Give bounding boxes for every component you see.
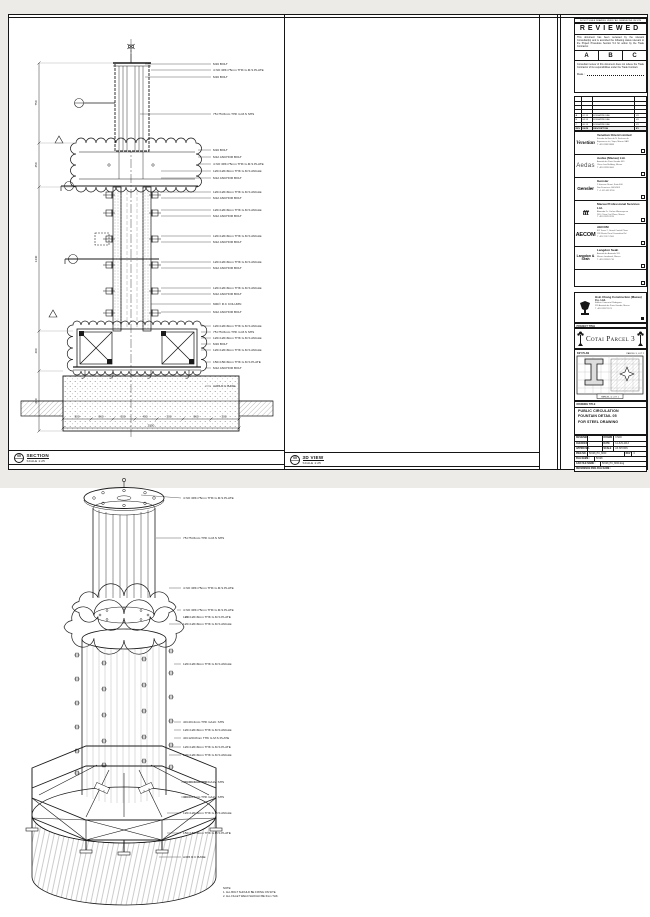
review-checkbox [641, 281, 645, 285]
rev-desc: FOR APPROVAL [593, 118, 636, 121]
company-address: 8/F Tower 2, Grand Central Plaza [597, 230, 628, 233]
leader-label: 120×120×8mm THK G.M.S ANGLE [183, 622, 232, 626]
drawing-title-line-2: FOUNTAIN DETAIL 05 [578, 414, 617, 419]
drawing-title-line-1: PUBLIC CIRCULATION [578, 409, 619, 414]
leader-label: 4 NO 345×75mm THK G.M.S PLATE [213, 162, 264, 166]
leader-label: 120×120×8mm THK G.M.S ANGLE [183, 811, 232, 815]
review-status-options [575, 50, 646, 61]
designed-value: - [588, 436, 603, 441]
reference-label: REFERENCE DWG FILE NAME : [576, 468, 611, 470]
leader-label: M12 ANCHOR BOLT [213, 366, 242, 370]
drawing-sheet [8, 14, 648, 898]
leader-label: M12 ANCHOR BOLT [213, 196, 242, 200]
leader-label: 120×120×8mm THK G.M.S ANGLE [183, 728, 232, 732]
company-address: Estrada da Baia de N. Senhora da [597, 138, 629, 141]
contractor-stamp-square [641, 317, 645, 321]
project-title-bar [574, 328, 647, 349]
leader-label: M12 ANCHOR BOLT [213, 214, 242, 218]
leader-label: 75×75×6mm THK G.M.S SHS [213, 330, 255, 334]
leader-label: 120×120×8mm THK G.M.S ANGLE [213, 324, 262, 328]
company-address: T +853 2878 2876 [597, 216, 614, 219]
rev-by: VO [635, 115, 640, 118]
rev-by: VO [635, 119, 640, 122]
revision-row-empty [575, 109, 646, 113]
company-address: Macau Landmark, Macau [597, 255, 621, 258]
dim-b3: 300 [120, 414, 126, 419]
revision-row-empty [575, 101, 646, 105]
dwg-no-value: 51528_PC_8000 [588, 452, 625, 456]
sheet-top-rule [9, 17, 647, 18]
company-block-langdon-seah [575, 247, 646, 270]
aedas-logo: Aedas [576, 163, 595, 169]
review-stamp [574, 23, 647, 93]
langdon-seah-logo: Langdon & Seah [576, 253, 595, 261]
approved-label: APPROVED [576, 448, 589, 450]
rev-id: C [575, 123, 582, 126]
dim-b1: 300 [74, 414, 80, 419]
iso-view-tag [285, 453, 324, 465]
review-checkbox [641, 218, 645, 222]
company-block-aedas [575, 155, 646, 178]
dim-total: 2950 [147, 423, 155, 428]
leader-label: 120×120×8mm THK G.M.S ANGLE [213, 348, 262, 352]
company-name: Aedas (Macau) Ltd. [597, 156, 626, 160]
sheet-top-note: DO NOT SCALE DRAWING. VERIFY ALL DIMENSIONS ON SITE [574, 18, 647, 23]
company-address: Avenida da Praia Grande 409 [597, 161, 625, 164]
company-address: Esperanca s/n, Taipa, Macau SAR [597, 140, 629, 143]
dim-b2: 860 [98, 414, 104, 419]
fields-row-reference [575, 466, 646, 471]
company-address: 2 Harrison Street, Suite 400 [597, 184, 623, 187]
revision-row [575, 122, 646, 126]
leader-label: 150×150×8mm THK G.M.S PLATE [183, 831, 231, 835]
leader-label: 40×40×4mm THK GALV. SHS [183, 780, 225, 784]
leader-label: 120×120×8mm THK G.M.S ANGLE [213, 169, 262, 173]
company-address: San Francisco CA 94105 [597, 186, 620, 189]
review-stamp-title: REVIEWED [575, 24, 646, 35]
section-view-title: SECTION [26, 452, 50, 458]
panel-divider [284, 15, 285, 469]
rev-header-date: DATE [582, 127, 593, 130]
revision-table [574, 96, 647, 131]
company-name: Gensler [597, 179, 609, 183]
leader-label: M16 BOLT [213, 148, 228, 152]
contractor-block [574, 292, 647, 323]
checked-label: CHECKED [576, 443, 588, 445]
leader-label: 120×120×8mm THK G.M.S ANGLE [213, 190, 262, 194]
mps-logo: ttt [582, 207, 589, 217]
leader-label: 40×40×4mm THK GALV. SHS [183, 795, 225, 799]
leader-label: 120×120×8mm THK G.M.S ANGLE [213, 208, 262, 212]
company-block-empty [575, 270, 646, 286]
approved-value: - [588, 447, 603, 451]
contractor-name: Hsin Chong Construction (Macau) Co. Ltd. [595, 294, 642, 302]
dim-b7: 300 [221, 414, 227, 419]
titleblock-border-outer [557, 15, 558, 469]
dim-b6: 860 [193, 414, 199, 419]
revision-header-row [575, 126, 646, 130]
company-address: T +852 2317 7000 [597, 235, 614, 238]
leader-label: 120×120×8mm THK G.M.S ANGLE [213, 286, 262, 290]
review-stamp-paragraph-2: Consultant review of this document does not relieve the Trade Contractor of its responsibilities under the Trade Contract. [577, 62, 644, 69]
rev-date: 06.13 [582, 123, 593, 126]
company-block-gensler [575, 178, 646, 201]
note-title: NOTE: [223, 887, 232, 890]
review-checkbox [641, 195, 645, 199]
company-address: T +853 2882 8888 [597, 143, 614, 146]
company-name: AECOM [597, 225, 609, 229]
iso-label-strip [285, 452, 539, 467]
dim-left4: 400 [34, 348, 38, 354]
fields-row-checked-date [575, 441, 646, 446]
key-plan-label: KEY PLAN [577, 352, 590, 355]
contractor-address: T +853 2837 1123 [595, 307, 612, 310]
leader-label: 120×120×8mm THK G.M.S PLATE [183, 615, 231, 619]
file-name-label: FILE NAME : [575, 457, 595, 461]
key-plan [574, 349, 647, 401]
titleblock-border-inner [560, 15, 561, 469]
leader-label: 75×75×6mm THK G.M.S SHS [213, 112, 255, 116]
iso-view-scale: SCALE 1:25 [302, 460, 322, 465]
leader-label: 120×120×8mm THK G.M.S ANGLE [213, 336, 262, 340]
company-address: China Law Building, Macau [597, 163, 623, 166]
scale-value: AS SHOWN [615, 448, 628, 450]
leader-label: 120×120×8mm THK G.M.S ANGLE [213, 234, 262, 238]
title-block-fields [574, 435, 647, 472]
company-block-aecom [575, 224, 646, 247]
contractor-address: 599 Avenida da Praia Grande, Macau [595, 305, 630, 308]
leader-label: 120×120×8mm THK G.M.S PLATE [183, 745, 231, 749]
contractor-logo-icon [575, 293, 595, 322]
fields-row-cad-file [575, 461, 646, 466]
review-checkbox [641, 172, 645, 176]
key-plan-tag: PARCEL 3, LOT 2 [626, 353, 644, 355]
file-name-value: 51528 [596, 458, 603, 460]
review-checkbox [641, 241, 645, 245]
project-title: Cotai Parcel 3 [585, 334, 636, 343]
leader-label: A345 R.C BASE [213, 384, 236, 388]
rev-desc: FOR APPROVAL [593, 123, 636, 126]
rev-date: 02.13 [582, 114, 593, 117]
drawing-title-block [574, 401, 647, 435]
dim-left1: 750 [34, 100, 38, 106]
cad-file-value: 51528_PC_8000.dwg [602, 463, 625, 465]
leader-label: M12 ANCHOR BOLT [213, 176, 242, 180]
leader-label: M12 ANCHOR BOLT [213, 292, 242, 296]
key-plan-bottom-tag: PARCEL 3, LOT 1 [601, 396, 619, 399]
scale-label: SCALE [603, 447, 615, 451]
gensler-logo: Gensler [577, 186, 594, 192]
status-option-a: A [575, 51, 599, 60]
leader-label: M16 BOLT [213, 62, 228, 66]
fields-row-approved-scale [575, 446, 646, 451]
rev-header-rev: REV [575, 127, 581, 130]
dim-left5: 600 [34, 398, 38, 404]
stamp-date-label: Date : [577, 71, 586, 76]
leader-label: 600∅ R.C COLUMN [213, 302, 242, 306]
venetian-logo: Venetian [576, 140, 595, 146]
review-checkbox [641, 149, 645, 153]
designed-label: DESIGNED [576, 437, 588, 439]
stamp-date-rule [587, 73, 644, 76]
checked-value: - [588, 442, 603, 446]
company-address: Alameda Dr. Carlos d'Assumpcao [597, 210, 629, 213]
review-checkbox [641, 264, 645, 268]
iso-badge: 05 [290, 455, 300, 465]
company-address: 263, China Civil Plaza, Macau [597, 213, 625, 216]
company-name: Venetian Orient Limited [597, 133, 632, 137]
leader-label: 120×120×8mm THK G.M.S ANGLE [183, 753, 232, 757]
section-view-scale: SCALE 1:25 [26, 458, 46, 463]
revision-row [575, 113, 646, 117]
leader-label: A345 R.C BASE [183, 855, 206, 859]
stamp-date-line [575, 70, 646, 76]
status-option-c: C [632, 52, 637, 59]
leader-label: 120×120×8mm THK G.M.S ANGLE [213, 260, 262, 264]
drawing-title-line-3: FOR STEEL DRAWING [578, 419, 619, 424]
aecom-logo: AECOM [575, 232, 596, 238]
contractor-address: Edificio Comercial Rodrigues [595, 302, 622, 305]
leader-label: 75×75×6mm THK G.M.S SHS [183, 536, 225, 540]
company-address: T +853 2833 1710 [597, 258, 614, 261]
note-line-1: 1. ALL BOLT SHOULD BE FIXING ON SITE. [223, 891, 277, 894]
leader-label: 150×150×8mm THK G.M.S PLATE [213, 360, 261, 364]
leader-label: 40×120×8mm THK G.M.S PLATE [183, 736, 230, 740]
consultant-list [574, 131, 647, 287]
panel-divider-right [539, 15, 540, 469]
leader-label: M12 ANCHOR BOLT [213, 155, 242, 159]
status-option-b: B [599, 51, 623, 60]
dim-b4: 450 [142, 414, 148, 419]
rev-header-description: DESCRIPTION [593, 127, 636, 130]
leader-label: M16 BOLT [213, 75, 228, 79]
leader-label: 40×40×4mm THK GALV. SHS [183, 720, 225, 724]
dim-left3: 1440 [34, 255, 38, 263]
leader-label: 4 NO 345×75mm THK G.M.S PLATE [183, 496, 234, 500]
date-label: DATE [603, 442, 615, 446]
company-address: 138 Shatin Rural Committee Rd [597, 232, 627, 235]
revision-row-empty [575, 97, 646, 101]
project-title-label: PROJECT TITLE [574, 323, 647, 328]
rev-id: A [575, 114, 582, 117]
company-address: T +853 2833 3000 [597, 166, 614, 169]
cad-file-label: CAD FILE NAME : [575, 462, 601, 466]
company-block-mps [575, 201, 646, 224]
rev-desc: FOR APPROVAL [593, 114, 636, 117]
rev-id: B [575, 118, 582, 121]
rev-value: C [633, 453, 636, 455]
section-badge: 05 [14, 453, 24, 463]
note-line-2: 2. ALL FILLET WELD SHOULD BE 6mm THK. [223, 895, 279, 898]
drawn-label: DRAWN [603, 437, 613, 439]
leader-label: 4 NO 345×75mm THK G.M.S PLATE [213, 68, 264, 72]
rev-header-by: BY [635, 127, 639, 130]
leader-label: 4 NO 345×75mm THK G.M.S PLATE [183, 586, 234, 590]
fields-row-file-name [575, 456, 646, 461]
revision-row-empty [575, 105, 646, 109]
rev-label: REV [625, 452, 633, 456]
leader-label: M12 ANCHOR BOLT [213, 310, 242, 314]
company-name: Langdon Seah [597, 248, 619, 252]
date-value: 14-JUN-2013 [615, 443, 629, 445]
leader-label: M12 ANCHOR BOLT [213, 266, 242, 270]
leader-label: M16 BOLT [213, 342, 228, 346]
iso-view-drawing [9, 465, 279, 917]
company-block-venetian [575, 132, 646, 155]
dim-left2: 450 [34, 162, 38, 168]
drawn-value: CHAD [615, 437, 622, 439]
section-view-tag [9, 451, 49, 463]
leader-label: M12 ANCHOR BOLT [213, 240, 242, 244]
section-view-drawing [9, 15, 284, 465]
key-plan-drawing [575, 350, 646, 400]
drawing-title-label: DRAWING TITLE [575, 402, 646, 408]
revision-row [575, 117, 646, 121]
leader-label: 120×120×8mm THK G.M.S ANGLE [183, 662, 232, 666]
review-stamp-paragraph-1: This document has been reviewed by the relevant Consultant(s) and is accorded the following status relevant to the Project Procedure Section 5.4 for action by the Trade Contractor. [577, 36, 644, 49]
company-name: Macau Professional Services Ltd. [597, 202, 640, 210]
lamp-ornament-icon [577, 331, 584, 347]
rev-by: VO [635, 123, 640, 126]
company-address: T +1 415 433 3700 [597, 189, 615, 192]
iso-view-title: 3D VIEW [302, 454, 324, 460]
fields-row-designed-drawn [575, 436, 646, 441]
rev-date: 04.13 [582, 118, 593, 121]
company-address: Avenida da Amizade 555 [597, 253, 620, 256]
lamp-ornament-icon [637, 331, 644, 347]
fields-row-dwg-no [575, 451, 646, 456]
section-label-strip [9, 450, 284, 465]
leader-label: 4 NO 345×75mm THK G.M.S PLATE [183, 608, 234, 612]
dim-b5: 300 [166, 414, 172, 419]
dwg-no-label: DWG NO. [576, 453, 587, 455]
